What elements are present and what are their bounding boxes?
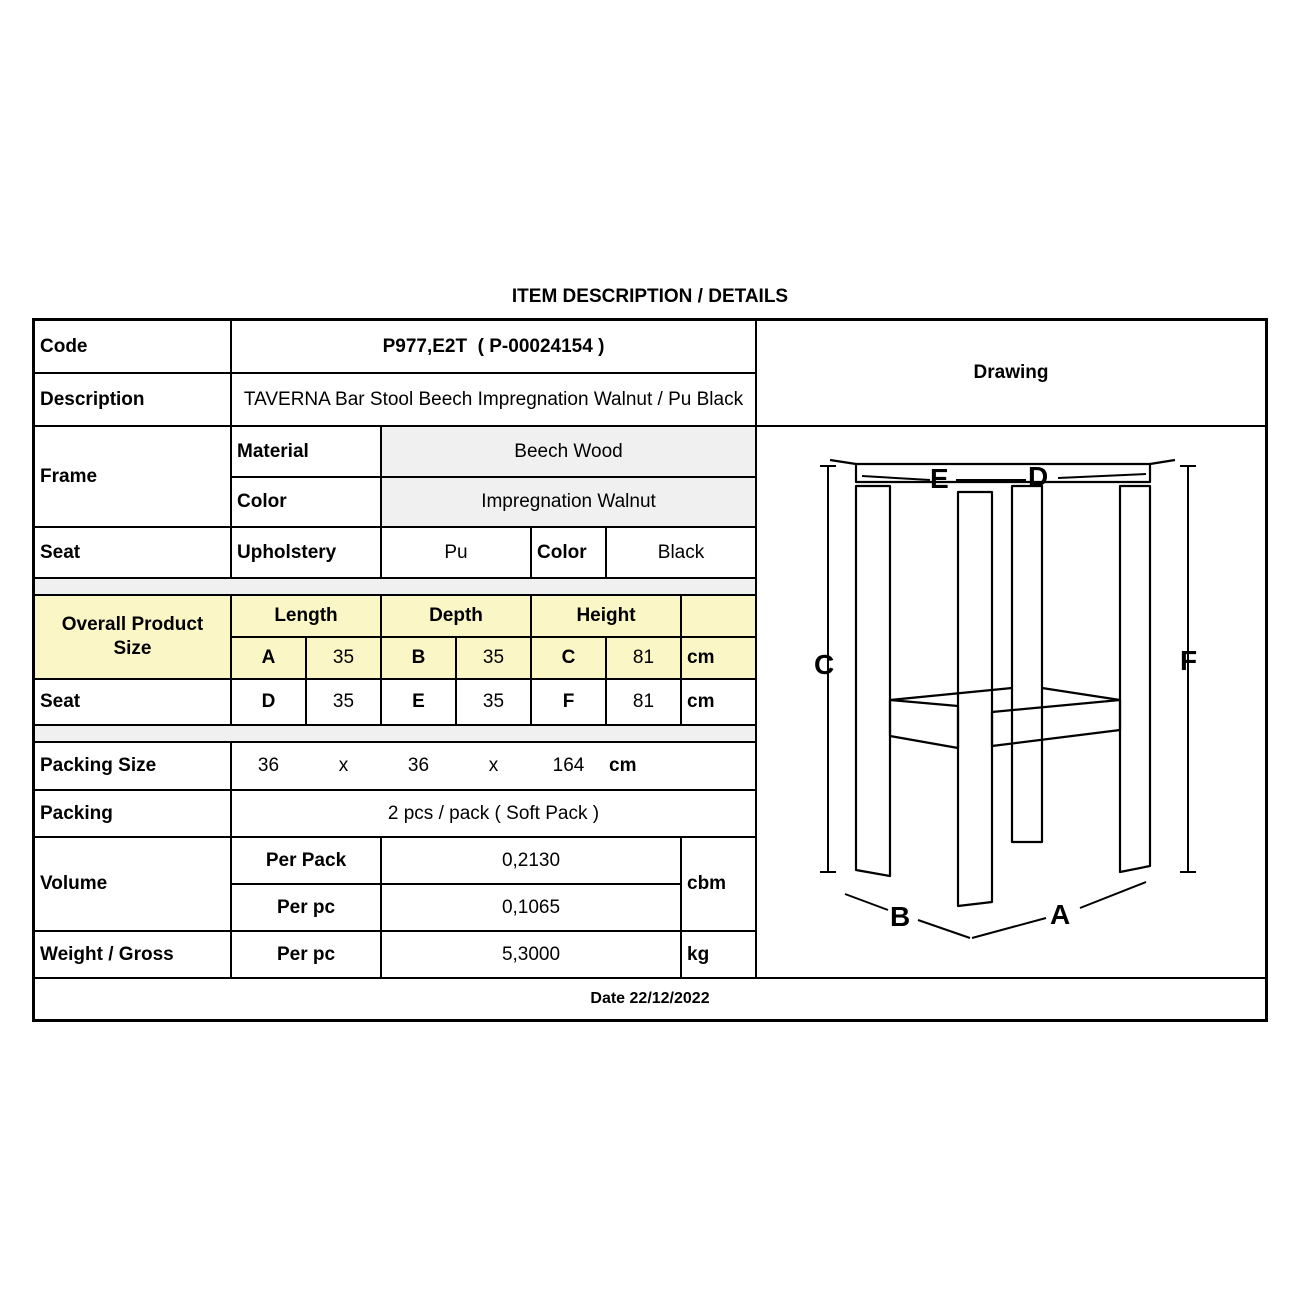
- length-header: Length: [274, 605, 338, 626]
- overall-unit: cm: [687, 647, 715, 668]
- dim-a-value: 35: [332, 647, 355, 668]
- weight-value: 5,3000: [501, 943, 561, 965]
- packing-size-unit: cm: [609, 755, 637, 776]
- seat-size-unit: cm: [687, 691, 715, 712]
- packing-size-width: 36: [257, 755, 280, 776]
- stool-drawing: [790, 450, 1230, 960]
- drawing-letter-a: A: [1050, 899, 1071, 930]
- seat-color-label: Color: [537, 541, 587, 563]
- packing-size-height: 164: [552, 755, 585, 776]
- seat-upholstery-label: Upholstery: [237, 541, 337, 563]
- volume-per-pc-label: Per pc: [276, 896, 336, 918]
- frame-color-label: Color: [237, 491, 287, 512]
- overall-size-label: Overall Product Size: [61, 614, 204, 659]
- drawing-letter-f: F: [1180, 645, 1198, 676]
- front-leg-left: [856, 486, 890, 876]
- drawing-letter-b: B: [890, 901, 911, 932]
- weight-unit: kg: [687, 943, 710, 965]
- volume-per-pc-value: 0,1065: [501, 896, 561, 918]
- dim-c-label: C: [561, 647, 576, 668]
- drawing-letter-d: D: [1028, 461, 1049, 492]
- depth-header: Depth: [429, 605, 483, 626]
- frame-color-value: Impregnation Walnut: [481, 491, 656, 512]
- packing-size-depth: 36: [407, 755, 430, 776]
- code-label: Code: [40, 335, 88, 357]
- seat-label: Seat: [40, 541, 81, 563]
- seat-size-label: Seat: [40, 691, 81, 712]
- drawing-label: Drawing: [973, 362, 1049, 383]
- document-title: ITEM DESCRIPTION / DETAILS: [511, 286, 789, 307]
- front-leg-right: [1120, 486, 1150, 872]
- volume-per-pack-value: 0,2130: [501, 849, 561, 871]
- drawing-letter-c: C: [814, 649, 835, 680]
- weight-per-pc-label: Per pc: [276, 943, 336, 965]
- dim-f-value: 81: [632, 691, 655, 712]
- drawing-letter-e: E: [930, 463, 949, 494]
- dim-c-value: 81: [632, 647, 655, 668]
- volume-per-pack-label: Per Pack: [265, 849, 347, 871]
- packing-size-label: Packing Size: [40, 755, 157, 776]
- volume-unit: cbm: [687, 873, 727, 894]
- description-value: TAVERNA Bar Stool Beech Impregnation Walnut / Pu Black: [243, 388, 744, 410]
- packing-label: Packing: [40, 802, 113, 824]
- dim-a-label: A: [261, 647, 276, 668]
- back-leg-left: [1012, 486, 1042, 842]
- seat-upholstery-value: Pu: [444, 541, 468, 563]
- dim-e-label: E: [412, 691, 425, 712]
- dim-d-value: 35: [332, 691, 355, 712]
- dim-e-value: 35: [482, 691, 505, 712]
- date-footer: Date 22/12/2022: [590, 990, 710, 1007]
- dim-b-value: 35: [482, 647, 505, 668]
- packing-value: 2 pcs / pack ( Soft Pack ): [387, 802, 600, 824]
- packing-size-x1: x: [338, 755, 349, 776]
- stretcher-left: [890, 700, 958, 748]
- dim-d-label: D: [261, 691, 276, 712]
- volume-label: Volume: [40, 873, 108, 894]
- dim-b-label: B: [411, 647, 426, 668]
- code-value: P977,E2T ( P-00024154 ): [382, 335, 605, 357]
- front-leg-center: [958, 492, 992, 906]
- dim-f-label: F: [562, 691, 575, 712]
- seat-color-value: Black: [657, 541, 705, 563]
- frame-label: Frame: [40, 465, 98, 487]
- description-label: Description: [40, 388, 145, 410]
- packing-size-x2: x: [488, 755, 499, 776]
- frame-material-value: Beech Wood: [514, 440, 623, 462]
- height-header: Height: [576, 605, 636, 626]
- frame-material-label: Material: [237, 440, 309, 462]
- weight-label: Weight / Gross: [40, 943, 174, 965]
